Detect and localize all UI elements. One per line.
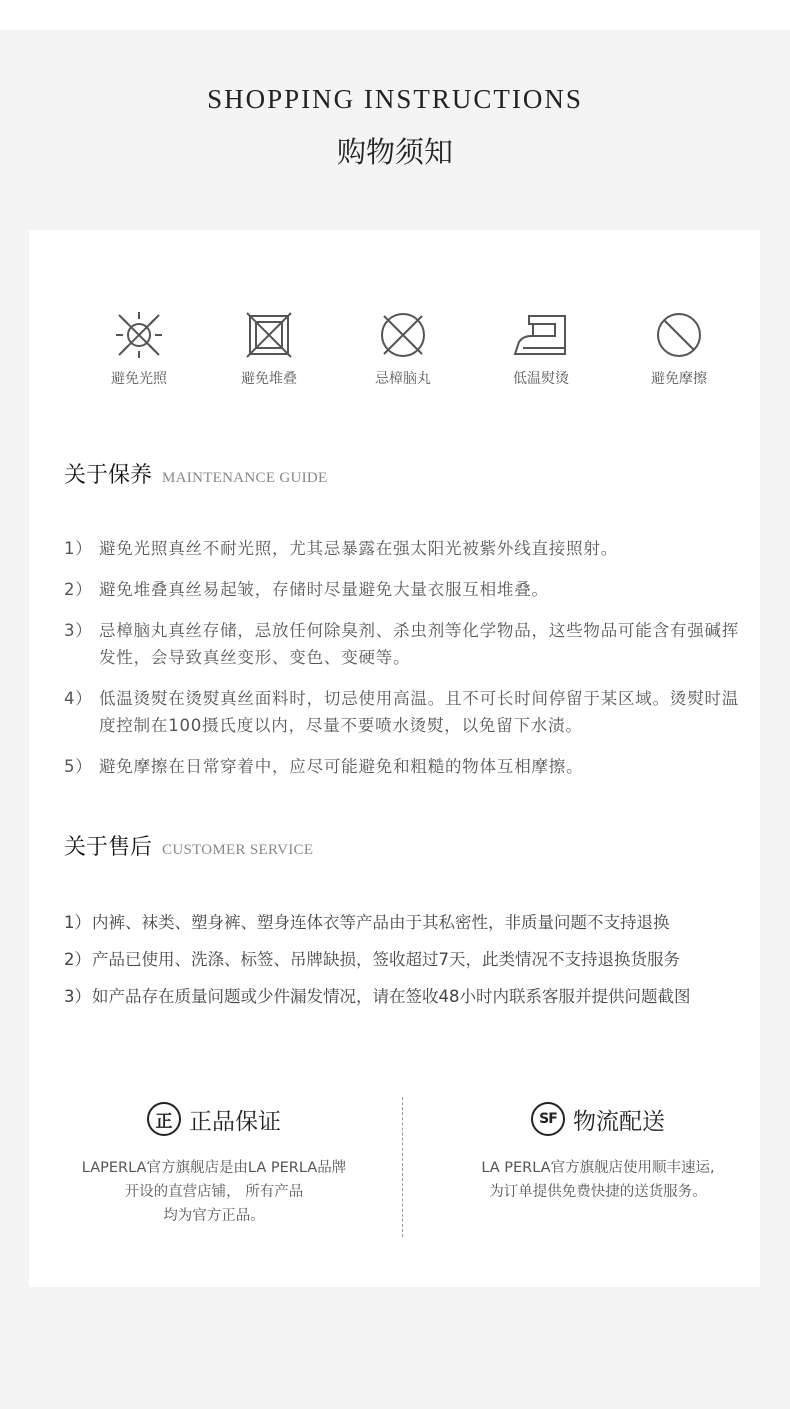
- description-line: 为订单提供免费快捷的送货服务。: [489, 1184, 707, 1200]
- maintenance-title-en: MAINTENANCE GUIDE: [162, 470, 328, 486]
- list-text: 内裤、袜类、塑身裤、塑身连体衣等产品由于其私密性，非质量问题不支持退换: [92, 913, 670, 932]
- authentic-title: 正品保证: [189, 1108, 281, 1135]
- care-item-stacking: [209, 310, 329, 388]
- list-item: [64, 535, 744, 562]
- low-temp-iron-icon: [511, 310, 571, 360]
- list-text: 避免堆叠真丝易起皱，存储时尽量避免大量衣服互相堆叠。: [99, 580, 549, 599]
- authentic-heading: [44, 1098, 384, 1140]
- page-title-cn: 购物须知: [336, 135, 453, 169]
- page-title-en: SHOPPING INSTRUCTIONS: [207, 84, 583, 114]
- list-text: 忌樟脑丸真丝存储，忌放任何除臭剂、杀虫剂等化学物品，这些物品可能含有强碱挥发性，会导致真丝变形、变色、变硬等。: [99, 621, 740, 667]
- list-item: [64, 753, 744, 780]
- list-text: 如产品存在质量问题或少件漏发情况，请在签收48小时内联系客服并提供问题截图: [92, 987, 691, 1006]
- maintenance-title-cn: 关于保养: [64, 463, 153, 488]
- service-title-en: CUSTOMER SERVICE: [162, 842, 314, 858]
- care-label: 避免光照: [111, 371, 167, 387]
- no-stacking-icon: [244, 310, 294, 360]
- no-friction-icon: [654, 310, 704, 360]
- list-number: 1）: [64, 539, 93, 558]
- list-text: 避免光照真丝不耐光照，尤其忌暴露在强太阳光被紫外线直接照射。: [99, 539, 618, 558]
- vertical-dashed-divider: [402, 1097, 403, 1237]
- description-line: 开设的直营店铺， 所有产品: [124, 1184, 304, 1200]
- list-number: 2）: [64, 950, 91, 969]
- no-mothballs-icon: [378, 310, 428, 360]
- description-line: LA PERLA官方旗舰店使用顺丰速运,: [481, 1160, 715, 1176]
- list-text: 低温烫熨在烫熨真丝面料时，切忌使用高温。且不可长时间停留于某区域。烫熨时温度控制在100摄氏度以内，尽量不要喷水烫熨，以免留下水渍。: [99, 689, 740, 735]
- description-line: 均为官方正品。: [163, 1208, 265, 1224]
- sf-express-badge-icon: SF: [531, 1102, 565, 1136]
- care-item-friction: [619, 310, 739, 388]
- care-item-sunlight: [79, 310, 199, 388]
- list-item: [64, 576, 744, 603]
- list-text: 避免摩擦在日常穿着中，应尽可能避免和粗糙的物体互相摩擦。: [99, 757, 584, 776]
- care-label: 避免堆叠: [241, 371, 297, 387]
- list-item: [64, 910, 754, 935]
- list-number: 5）: [64, 757, 93, 776]
- service-heading: [64, 830, 313, 860]
- instructions-card: [29, 230, 760, 1287]
- service-list: [64, 910, 754, 1021]
- shipping-heading: [428, 1098, 768, 1140]
- shipping-title: 物流配送: [573, 1108, 665, 1135]
- list-text: 产品已使用、洗涤、标签、吊牌缺损，签收超过7天，此类情况不支持退换货服务: [92, 950, 680, 969]
- maintenance-list: [64, 535, 744, 794]
- list-number: 3）: [64, 987, 91, 1006]
- shipping-block: [428, 1098, 768, 1204]
- authentic-guarantee-block: [44, 1098, 384, 1228]
- authentic-badge-icon: 正: [147, 1102, 181, 1136]
- list-number: 3）: [64, 621, 93, 640]
- list-number: 1）: [64, 913, 91, 932]
- care-item-iron: [481, 310, 601, 388]
- care-icons-row: [79, 310, 719, 400]
- list-item: [64, 617, 744, 671]
- care-label: 避免摩擦: [651, 371, 707, 387]
- list-item: [64, 984, 754, 1009]
- care-item-mothballs: [343, 310, 463, 388]
- list-item: [64, 685, 744, 739]
- shipping-description: [428, 1156, 768, 1204]
- care-label: 低温熨烫: [513, 371, 569, 387]
- description-line: LAPERLA官方旗舰店是由LA PERLA品牌: [81, 1160, 347, 1176]
- no-sunlight-icon: [114, 310, 164, 360]
- care-label: 忌樟脑丸: [375, 371, 431, 387]
- list-number: 2）: [64, 580, 93, 599]
- authentic-description: [44, 1156, 384, 1228]
- service-title-cn: 关于售后: [64, 835, 153, 860]
- maintenance-heading: [64, 458, 328, 488]
- list-number: 4）: [64, 689, 93, 708]
- list-item: [64, 947, 754, 972]
